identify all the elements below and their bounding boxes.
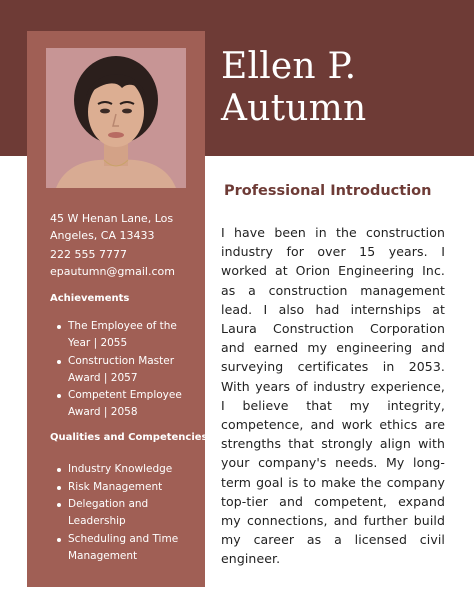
list-item: Scheduling and Time Management bbox=[57, 531, 197, 565]
achievements-list bbox=[57, 318, 197, 422]
bullet-icon bbox=[57, 486, 61, 490]
list-item: Industry Knowledge bbox=[57, 461, 197, 478]
bullet-icon bbox=[57, 325, 61, 329]
bullet-icon bbox=[57, 503, 61, 507]
bullet-icon bbox=[57, 538, 61, 542]
list-item: The Employee of the Year | 2055 bbox=[57, 318, 197, 352]
list-item: Competent Employee Award | 2058 bbox=[57, 387, 197, 421]
bullet-icon bbox=[57, 360, 61, 364]
intro-paragraph: I have been in the construction industry for over 15 years. I worked at Orion Engineering Inc. as a construction management lead. I also had internships at Laura Construction Corporation and earned my engineering and surveying certificates in 2053. With years of industry experience, I believe that my integrity, competence, and work ethics are strengths that strongly align with your company's needs. My long-term goal is to make the company top-tier and competent, expand my connections, and further build my career as a licensed civil engineer. bbox=[221, 225, 445, 567]
name-line-2: Autumn bbox=[221, 88, 367, 129]
achievements-title: Achievements bbox=[50, 293, 130, 304]
list-item: Construction Master Award | 2057 bbox=[57, 353, 197, 387]
list-item: Risk Management bbox=[57, 479, 197, 496]
bullet-icon bbox=[57, 394, 61, 398]
email-address: epautumn@gmail.com bbox=[50, 265, 175, 278]
contact-block bbox=[50, 210, 200, 280]
profile-photo bbox=[46, 48, 186, 188]
list-item: Delegation and Leadership bbox=[57, 496, 197, 530]
portrait-icon bbox=[46, 48, 186, 188]
qualities-list bbox=[57, 461, 197, 565]
qualities-title: Qualities and Competencies bbox=[50, 432, 208, 443]
candidate-name bbox=[221, 46, 461, 130]
address-line-1: 45 W Henan Lane, Los bbox=[50, 212, 174, 225]
intro-heading: Professional Introduction bbox=[224, 183, 432, 199]
name-line-1: Ellen P. bbox=[221, 46, 357, 87]
bullet-icon bbox=[57, 468, 61, 472]
address-line-2: Angeles, CA 13433 bbox=[50, 229, 155, 242]
phone-number: 222 555 7777 bbox=[50, 248, 127, 261]
